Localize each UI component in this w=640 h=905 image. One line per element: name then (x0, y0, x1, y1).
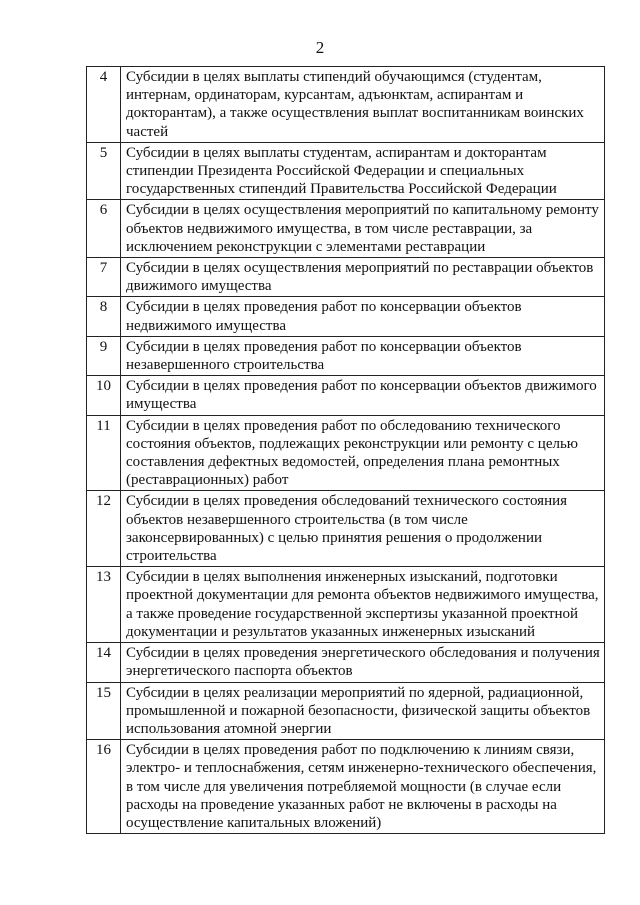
row-number: 10 (87, 376, 121, 415)
row-description: Субсидии в целях реализации мероприятий по ядерной, радиационной, промышленной и пожарной безопасности, физической защиты объектов использования атомной энергии (121, 682, 605, 740)
row-number: 11 (87, 415, 121, 491)
row-description: Субсидии в целях выплаты стипендий обучающимся (студентам, интернам, ординаторам, курсантам, адъюнктам, аспирантам и докторантам), а также осуществления выплат воспитанникам воинских частей (121, 67, 605, 143)
row-description: Субсидии в целях проведения энергетического обследования и получения энергетического паспорта объектов (121, 643, 605, 682)
table-row (87, 415, 605, 491)
row-number: 6 (87, 200, 121, 258)
row-number: 15 (87, 682, 121, 740)
row-number: 4 (87, 67, 121, 143)
row-description: Субсидии в целях осуществления мероприятий по реставрации объектов движимого имущества (121, 258, 605, 297)
row-description: Субсидии в целях проведения работ по обследованию технического состояния объектов, подлежащих реконструкции или ремонту с целью составления дефектных ведомостей, определения плана ремонтных (реставрационных) работ (121, 415, 605, 491)
row-number: 13 (87, 567, 121, 643)
page-number: 2 (315, 38, 325, 57)
row-description: Субсидии в целях проведения работ по подключению к линиям связи, электро- и теплоснабжения, сетям инженерно-технического обеспечения, в том числе для увеличения потребляемой мощности (в случае если расходы на проведение указанных работ не включены в расходы на осуществление капитальных вложений) (121, 740, 605, 834)
table-row (87, 142, 605, 200)
table-row (87, 336, 605, 375)
table-row (87, 643, 605, 682)
subsidies-table (86, 66, 605, 834)
table-row (87, 297, 605, 336)
table-row (87, 200, 605, 258)
row-description: Субсидии в целях проведения работ по консервации объектов недвижимого имущества (121, 297, 605, 336)
table-row (87, 258, 605, 297)
row-number: 12 (87, 491, 121, 567)
row-description: Субсидии в целях проведения обследований технического состояния объектов незавершенного строительства (в том числе законсервированных) с целью принятия решения о продолжении строительства (121, 491, 605, 567)
row-description: Субсидии в целях выплаты студентам, аспирантам и докторантам стипендии Президента Российской Федерации и специальных государственных стипендий Правительства Российской Федерации (121, 142, 605, 200)
subsidies-table-body (87, 67, 605, 834)
table-row (87, 67, 605, 143)
table-row (87, 740, 605, 834)
row-description: Субсидии в целях проведения работ по консервации объектов незавершенного строительства (121, 336, 605, 375)
table-row (87, 376, 605, 415)
row-number: 5 (87, 142, 121, 200)
table-row (87, 682, 605, 740)
row-number: 8 (87, 297, 121, 336)
row-number: 9 (87, 336, 121, 375)
row-number: 7 (87, 258, 121, 297)
row-description: Субсидии в целях осуществления мероприятий по капитальному ремонту объектов недвижимого имущества, в том числе реставрации, за исключением реконструкции с элементами реставрации (121, 200, 605, 258)
row-number: 16 (87, 740, 121, 834)
row-description: Субсидии в целях выполнения инженерных изысканий, подготовки проектной документации для ремонта объектов недвижимого имущества, а также проведение государственной экспертизы указанной проектной документации и результатов указанных инженерных изысканий (121, 567, 605, 643)
table-row (87, 567, 605, 643)
row-number: 14 (87, 643, 121, 682)
table-row (87, 491, 605, 567)
row-description: Субсидии в целях проведения работ по консервации объектов движимого имущества (121, 376, 605, 415)
